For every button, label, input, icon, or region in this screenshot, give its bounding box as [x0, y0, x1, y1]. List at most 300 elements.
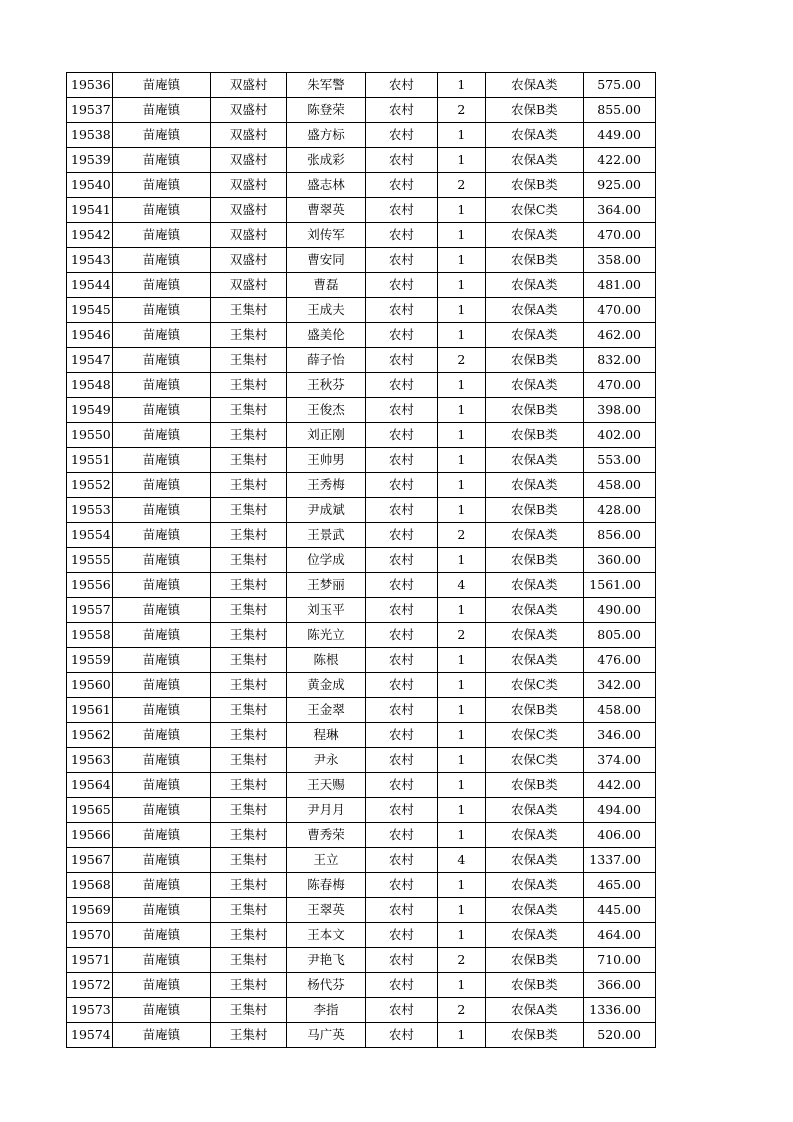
town-cell: 苗庵镇 — [112, 523, 210, 548]
name-cell: 陈根 — [287, 648, 366, 673]
category-cell: 农保A类 — [485, 848, 583, 873]
amount-cell: 422.00 — [583, 148, 655, 173]
town-cell: 苗庵镇 — [112, 898, 210, 923]
town-cell: 苗庵镇 — [112, 498, 210, 523]
name-cell: 王俊杰 — [287, 398, 366, 423]
household-count-cell: 1 — [437, 873, 485, 898]
town-cell: 苗庵镇 — [112, 298, 210, 323]
area-type-cell: 农村 — [365, 198, 437, 223]
table-row — [67, 723, 656, 748]
village-cell: 王集村 — [210, 473, 286, 498]
area-type-cell: 农村 — [365, 673, 437, 698]
amount-cell: 465.00 — [583, 873, 655, 898]
category-cell: 农保A类 — [485, 648, 583, 673]
table-row — [67, 223, 656, 248]
area-type-cell: 农村 — [365, 273, 437, 298]
household-count-cell: 1 — [437, 548, 485, 573]
amount-cell: 360.00 — [583, 548, 655, 573]
amount-cell: 832.00 — [583, 348, 655, 373]
name-cell: 王翠英 — [287, 898, 366, 923]
household-count-cell: 2 — [437, 998, 485, 1023]
category-cell: 农保A类 — [485, 123, 583, 148]
town-cell: 苗庵镇 — [112, 923, 210, 948]
area-type-cell: 农村 — [365, 598, 437, 623]
amount-cell: 346.00 — [583, 723, 655, 748]
town-cell: 苗庵镇 — [112, 348, 210, 373]
name-cell: 曹磊 — [287, 273, 366, 298]
area-type-cell: 农村 — [365, 473, 437, 498]
name-cell: 刘玉平 — [287, 598, 366, 623]
village-cell: 王集村 — [210, 498, 286, 523]
record-id-cell: 19542 — [67, 223, 113, 248]
town-cell: 苗庵镇 — [112, 648, 210, 673]
town-cell: 苗庵镇 — [112, 548, 210, 573]
record-id-cell: 19570 — [67, 923, 113, 948]
name-cell: 王金翠 — [287, 698, 366, 723]
category-cell: 农保B类 — [485, 698, 583, 723]
record-id-cell: 19568 — [67, 873, 113, 898]
record-id-cell: 19560 — [67, 673, 113, 698]
amount-cell: 490.00 — [583, 598, 655, 623]
amount-cell: 342.00 — [583, 673, 655, 698]
category-cell: 农保C类 — [485, 673, 583, 698]
amount-cell: 364.00 — [583, 198, 655, 223]
village-cell: 王集村 — [210, 723, 286, 748]
table-row — [67, 848, 656, 873]
village-cell: 王集村 — [210, 773, 286, 798]
table-row — [67, 298, 656, 323]
household-count-cell: 1 — [437, 373, 485, 398]
town-cell: 苗庵镇 — [112, 823, 210, 848]
table-row — [67, 473, 656, 498]
town-cell: 苗庵镇 — [112, 698, 210, 723]
category-cell: 农保A类 — [485, 923, 583, 948]
area-type-cell: 农村 — [365, 498, 437, 523]
category-cell: 农保B类 — [485, 773, 583, 798]
record-id-cell: 19559 — [67, 648, 113, 673]
amount-cell: 458.00 — [583, 473, 655, 498]
amount-cell: 470.00 — [583, 373, 655, 398]
area-type-cell: 农村 — [365, 223, 437, 248]
table-row — [67, 423, 656, 448]
town-cell: 苗庵镇 — [112, 323, 210, 348]
area-type-cell: 农村 — [365, 548, 437, 573]
record-id-cell: 19566 — [67, 823, 113, 848]
household-count-cell: 1 — [437, 748, 485, 773]
amount-cell: 855.00 — [583, 98, 655, 123]
area-type-cell: 农村 — [365, 723, 437, 748]
category-cell: 农保B类 — [485, 1023, 583, 1048]
record-id-cell: 19553 — [67, 498, 113, 523]
table-row — [67, 498, 656, 523]
name-cell: 张成彩 — [287, 148, 366, 173]
household-count-cell: 1 — [437, 498, 485, 523]
record-id-cell: 19564 — [67, 773, 113, 798]
village-cell: 双盛村 — [210, 248, 286, 273]
area-type-cell: 农村 — [365, 348, 437, 373]
town-cell: 苗庵镇 — [112, 73, 210, 98]
record-id-cell: 19549 — [67, 398, 113, 423]
village-cell: 双盛村 — [210, 273, 286, 298]
household-count-cell: 1 — [437, 398, 485, 423]
town-cell: 苗庵镇 — [112, 473, 210, 498]
category-cell: 农保B类 — [485, 173, 583, 198]
category-cell: 农保A类 — [485, 223, 583, 248]
record-id-cell: 19558 — [67, 623, 113, 648]
category-cell: 农保B类 — [485, 248, 583, 273]
category-cell: 农保A类 — [485, 323, 583, 348]
area-type-cell: 农村 — [365, 698, 437, 723]
town-cell: 苗庵镇 — [112, 873, 210, 898]
amount-cell: 925.00 — [583, 173, 655, 198]
area-type-cell: 农村 — [365, 623, 437, 648]
area-type-cell: 农村 — [365, 173, 437, 198]
record-id-cell: 19561 — [67, 698, 113, 723]
village-cell: 王集村 — [210, 623, 286, 648]
amount-cell: 476.00 — [583, 648, 655, 673]
name-cell: 王天赐 — [287, 773, 366, 798]
name-cell: 王梦丽 — [287, 573, 366, 598]
category-cell: 农保A类 — [485, 298, 583, 323]
record-id-cell: 19539 — [67, 148, 113, 173]
name-cell: 陈登荣 — [287, 98, 366, 123]
amount-cell: 520.00 — [583, 1023, 655, 1048]
name-cell: 盛志林 — [287, 173, 366, 198]
village-cell: 双盛村 — [210, 173, 286, 198]
household-count-cell: 1 — [437, 198, 485, 223]
household-count-cell: 2 — [437, 948, 485, 973]
record-id-cell: 19550 — [67, 423, 113, 448]
category-cell: 农保A类 — [485, 448, 583, 473]
category-cell: 农保A类 — [485, 273, 583, 298]
name-cell: 盛方标 — [287, 123, 366, 148]
table-row — [67, 973, 656, 998]
table-row — [67, 948, 656, 973]
table-row — [67, 148, 656, 173]
name-cell: 程琳 — [287, 723, 366, 748]
record-id-cell: 19569 — [67, 898, 113, 923]
household-count-cell: 1 — [437, 323, 485, 348]
category-cell: 农保B类 — [485, 548, 583, 573]
amount-cell: 445.00 — [583, 898, 655, 923]
village-cell: 王集村 — [210, 348, 286, 373]
record-id-cell: 19547 — [67, 348, 113, 373]
table-row — [67, 823, 656, 848]
record-id-cell: 19556 — [67, 573, 113, 598]
household-count-cell: 2 — [437, 98, 485, 123]
table-row — [67, 748, 656, 773]
town-cell: 苗庵镇 — [112, 273, 210, 298]
amount-cell: 856.00 — [583, 523, 655, 548]
amount-cell: 358.00 — [583, 248, 655, 273]
category-cell: 农保A类 — [485, 573, 583, 598]
area-type-cell: 农村 — [365, 923, 437, 948]
household-count-cell: 1 — [437, 723, 485, 748]
category-cell: 农保A类 — [485, 523, 583, 548]
table-row — [67, 1023, 656, 1048]
area-type-cell: 农村 — [365, 648, 437, 673]
name-cell: 尹成斌 — [287, 498, 366, 523]
name-cell: 刘传军 — [287, 223, 366, 248]
household-count-cell: 1 — [437, 823, 485, 848]
household-count-cell: 2 — [437, 623, 485, 648]
household-count-cell: 1 — [437, 798, 485, 823]
table-row — [67, 648, 656, 673]
record-id-cell: 19562 — [67, 723, 113, 748]
record-id-cell: 19573 — [67, 998, 113, 1023]
household-count-cell: 1 — [437, 273, 485, 298]
record-id-cell: 19571 — [67, 948, 113, 973]
record-id-cell: 19555 — [67, 548, 113, 573]
table-row — [67, 398, 656, 423]
area-type-cell: 农村 — [365, 898, 437, 923]
category-cell: 农保B类 — [485, 948, 583, 973]
household-count-cell: 1 — [437, 248, 485, 273]
table-row — [67, 698, 656, 723]
amount-cell: 481.00 — [583, 273, 655, 298]
town-cell: 苗庵镇 — [112, 573, 210, 598]
household-count-cell: 2 — [437, 348, 485, 373]
amount-cell: 398.00 — [583, 398, 655, 423]
village-cell: 双盛村 — [210, 223, 286, 248]
name-cell: 薛子怡 — [287, 348, 366, 373]
amount-cell: 406.00 — [583, 823, 655, 848]
area-type-cell: 农村 — [365, 798, 437, 823]
area-type-cell: 农村 — [365, 873, 437, 898]
village-cell: 王集村 — [210, 823, 286, 848]
area-type-cell: 农村 — [365, 373, 437, 398]
household-count-cell: 1 — [437, 648, 485, 673]
household-count-cell: 1 — [437, 73, 485, 98]
category-cell: 农保A类 — [485, 798, 583, 823]
category-cell: 农保B类 — [485, 498, 583, 523]
area-type-cell: 农村 — [365, 423, 437, 448]
name-cell: 陈春梅 — [287, 873, 366, 898]
record-id-cell: 19546 — [67, 323, 113, 348]
name-cell: 杨代芬 — [287, 973, 366, 998]
table-row — [67, 623, 656, 648]
name-cell: 王本文 — [287, 923, 366, 948]
name-cell: 黄金成 — [287, 673, 366, 698]
category-cell: 农保B类 — [485, 98, 583, 123]
household-count-cell: 1 — [437, 973, 485, 998]
record-id-cell: 19552 — [67, 473, 113, 498]
village-cell: 王集村 — [210, 998, 286, 1023]
household-count-cell: 1 — [437, 123, 485, 148]
household-count-cell: 2 — [437, 173, 485, 198]
village-cell: 王集村 — [210, 573, 286, 598]
amount-cell: 710.00 — [583, 948, 655, 973]
amount-cell: 1337.00 — [583, 848, 655, 873]
name-cell: 曹秀荣 — [287, 823, 366, 848]
record-id-cell: 19540 — [67, 173, 113, 198]
table-row — [67, 273, 656, 298]
area-type-cell: 农村 — [365, 573, 437, 598]
village-cell: 王集村 — [210, 298, 286, 323]
town-cell: 苗庵镇 — [112, 148, 210, 173]
town-cell: 苗庵镇 — [112, 773, 210, 798]
town-cell: 苗庵镇 — [112, 798, 210, 823]
village-cell: 王集村 — [210, 548, 286, 573]
name-cell: 尹月月 — [287, 798, 366, 823]
town-cell: 苗庵镇 — [112, 1023, 210, 1048]
village-cell: 王集村 — [210, 323, 286, 348]
name-cell: 陈光立 — [287, 623, 366, 648]
record-id-cell: 19548 — [67, 373, 113, 398]
area-type-cell: 农村 — [365, 948, 437, 973]
household-count-cell: 1 — [437, 598, 485, 623]
village-cell: 王集村 — [210, 898, 286, 923]
table-row — [67, 348, 656, 373]
household-count-cell: 1 — [437, 473, 485, 498]
town-cell: 苗庵镇 — [112, 848, 210, 873]
table-row — [67, 523, 656, 548]
table-row — [67, 598, 656, 623]
town-cell: 苗庵镇 — [112, 723, 210, 748]
amount-cell: 458.00 — [583, 698, 655, 723]
name-cell: 朱军警 — [287, 73, 366, 98]
village-cell: 王集村 — [210, 423, 286, 448]
record-id-cell: 19536 — [67, 73, 113, 98]
name-cell: 王秋芬 — [287, 373, 366, 398]
amount-cell: 442.00 — [583, 773, 655, 798]
name-cell: 马广英 — [287, 1023, 366, 1048]
town-cell: 苗庵镇 — [112, 173, 210, 198]
town-cell: 苗庵镇 — [112, 973, 210, 998]
village-cell: 王集村 — [210, 848, 286, 873]
record-id-cell: 19543 — [67, 248, 113, 273]
area-type-cell: 农村 — [365, 523, 437, 548]
town-cell: 苗庵镇 — [112, 223, 210, 248]
household-count-cell: 1 — [437, 698, 485, 723]
village-cell: 王集村 — [210, 398, 286, 423]
table-row — [67, 123, 656, 148]
household-count-cell: 1 — [437, 223, 485, 248]
table-body — [67, 73, 656, 1048]
category-cell: 农保C类 — [485, 748, 583, 773]
area-type-cell: 农村 — [365, 73, 437, 98]
town-cell: 苗庵镇 — [112, 448, 210, 473]
table-row — [67, 173, 656, 198]
category-cell: 农保A类 — [485, 373, 583, 398]
name-cell: 王帅男 — [287, 448, 366, 473]
area-type-cell: 农村 — [365, 123, 437, 148]
village-cell: 王集村 — [210, 748, 286, 773]
amount-cell: 449.00 — [583, 123, 655, 148]
amount-cell: 575.00 — [583, 73, 655, 98]
table-row — [67, 98, 656, 123]
household-count-cell: 1 — [437, 898, 485, 923]
name-cell: 李指 — [287, 998, 366, 1023]
record-id-cell: 19544 — [67, 273, 113, 298]
amount-cell: 1336.00 — [583, 998, 655, 1023]
town-cell: 苗庵镇 — [112, 673, 210, 698]
area-type-cell: 农村 — [365, 748, 437, 773]
category-cell: 农保A类 — [485, 823, 583, 848]
town-cell: 苗庵镇 — [112, 248, 210, 273]
amount-cell: 494.00 — [583, 798, 655, 823]
name-cell: 尹永 — [287, 748, 366, 773]
town-cell: 苗庵镇 — [112, 98, 210, 123]
area-type-cell: 农村 — [365, 323, 437, 348]
category-cell: 农保A类 — [485, 898, 583, 923]
area-type-cell: 农村 — [365, 973, 437, 998]
record-id-cell: 19565 — [67, 798, 113, 823]
household-count-cell: 4 — [437, 848, 485, 873]
category-cell: 农保C类 — [485, 723, 583, 748]
record-id-cell: 19563 — [67, 748, 113, 773]
town-cell: 苗庵镇 — [112, 598, 210, 623]
category-cell: 农保B类 — [485, 348, 583, 373]
table-row — [67, 548, 656, 573]
area-type-cell: 农村 — [365, 448, 437, 473]
amount-cell: 805.00 — [583, 623, 655, 648]
record-id-cell: 19545 — [67, 298, 113, 323]
town-cell: 苗庵镇 — [112, 948, 210, 973]
table-row — [67, 73, 656, 98]
household-count-cell: 1 — [437, 923, 485, 948]
village-cell: 双盛村 — [210, 198, 286, 223]
area-type-cell: 农村 — [365, 773, 437, 798]
household-count-cell: 2 — [437, 523, 485, 548]
town-cell: 苗庵镇 — [112, 748, 210, 773]
category-cell: 农保A类 — [485, 73, 583, 98]
name-cell: 尹艳飞 — [287, 948, 366, 973]
village-cell: 王集村 — [210, 1023, 286, 1048]
record-id-cell: 19537 — [67, 98, 113, 123]
record-id-cell: 19541 — [67, 198, 113, 223]
table-row — [67, 773, 656, 798]
area-type-cell: 农村 — [365, 398, 437, 423]
area-type-cell: 农村 — [365, 848, 437, 873]
village-cell: 双盛村 — [210, 148, 286, 173]
amount-cell: 470.00 — [583, 223, 655, 248]
area-type-cell: 农村 — [365, 148, 437, 173]
amount-cell: 470.00 — [583, 298, 655, 323]
household-count-cell: 1 — [437, 1023, 485, 1048]
household-count-cell: 1 — [437, 423, 485, 448]
area-type-cell: 农村 — [365, 1023, 437, 1048]
name-cell: 王秀梅 — [287, 473, 366, 498]
village-cell: 王集村 — [210, 798, 286, 823]
town-cell: 苗庵镇 — [112, 123, 210, 148]
name-cell: 盛美伦 — [287, 323, 366, 348]
table-row — [67, 898, 656, 923]
record-id-cell: 19551 — [67, 448, 113, 473]
village-cell: 王集村 — [210, 523, 286, 548]
category-cell: 农保A类 — [485, 148, 583, 173]
village-cell: 王集村 — [210, 598, 286, 623]
village-cell: 王集村 — [210, 698, 286, 723]
household-count-cell: 1 — [437, 448, 485, 473]
town-cell: 苗庵镇 — [112, 373, 210, 398]
amount-cell: 374.00 — [583, 748, 655, 773]
village-cell: 双盛村 — [210, 123, 286, 148]
record-id-cell: 19557 — [67, 598, 113, 623]
town-cell: 苗庵镇 — [112, 423, 210, 448]
name-cell: 曹安同 — [287, 248, 366, 273]
village-cell: 王集村 — [210, 648, 286, 673]
amount-cell: 366.00 — [583, 973, 655, 998]
category-cell: 农保B类 — [485, 398, 583, 423]
town-cell: 苗庵镇 — [112, 398, 210, 423]
table-row — [67, 573, 656, 598]
table-row — [67, 323, 656, 348]
table-row — [67, 248, 656, 273]
category-cell: 农保B类 — [485, 973, 583, 998]
household-count-cell: 1 — [437, 148, 485, 173]
household-count-cell: 1 — [437, 773, 485, 798]
